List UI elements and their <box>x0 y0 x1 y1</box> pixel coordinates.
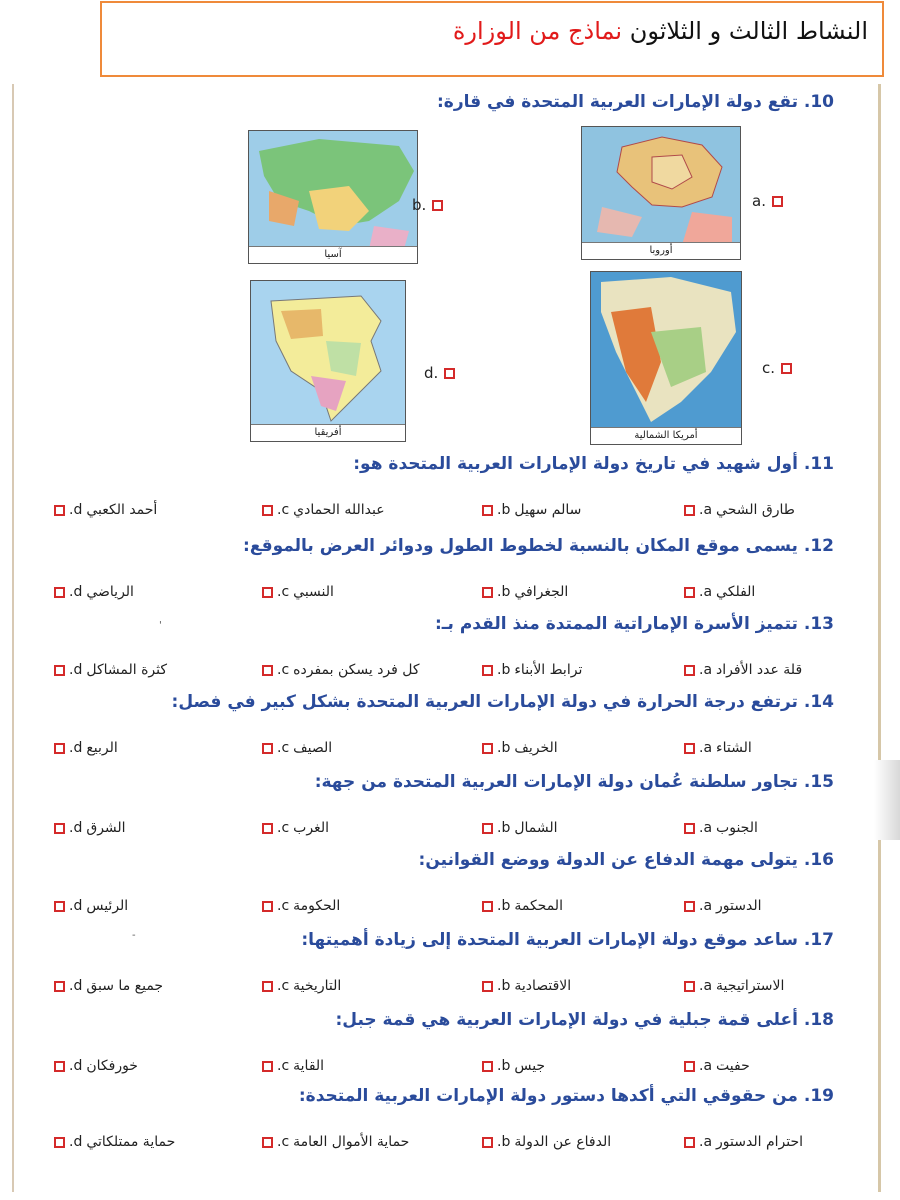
checkbox[interactable] <box>482 743 493 754</box>
option-letter: b. <box>497 978 511 994</box>
checkbox[interactable] <box>684 505 695 516</box>
europe-map-image <box>582 127 741 245</box>
checkbox[interactable] <box>684 587 695 598</box>
option-letter: a. <box>699 662 713 678</box>
option-letter: a. <box>699 898 713 914</box>
checkbox[interactable] <box>54 665 65 676</box>
option-text: الاستراتيجية <box>716 978 785 994</box>
option-letter: a. <box>699 978 713 994</box>
checkbox[interactable] <box>262 505 273 516</box>
option-letter: a. <box>699 584 713 600</box>
option-letter: a. <box>699 740 713 756</box>
option-letter: d. <box>69 978 83 994</box>
q13-option-c[interactable] <box>262 662 420 678</box>
option-letter: b. <box>497 898 511 914</box>
question-15: 15. تجاور سلطنة عُمان دولة الإمارات العربية المتحدة من جهة: <box>314 772 834 792</box>
checkbox[interactable] <box>54 743 65 754</box>
q11-option-b[interactable] <box>482 502 581 518</box>
question-16: 16. يتولى مهمة الدفاع عن الدولة ووضع القوانين: <box>418 850 834 870</box>
q10-option-a[interactable]: a. <box>752 192 783 210</box>
option-letter: c. <box>277 898 290 914</box>
option-text: حماية الأموال العامة <box>293 1134 410 1150</box>
option-text: عبدالله الحمادي <box>293 502 385 518</box>
q10-option-b[interactable]: b. <box>412 196 443 214</box>
q10-option-d[interactable]: d. <box>424 364 455 382</box>
option-letter: a. <box>699 1134 713 1150</box>
option-letter: d. <box>69 584 83 600</box>
option-text: حفيت <box>716 1058 750 1074</box>
checkbox[interactable] <box>262 587 273 598</box>
checkbox[interactable] <box>54 1137 65 1148</box>
option-text: الشتاء <box>716 740 752 756</box>
option-letter: c. <box>277 820 290 836</box>
checkbox[interactable] <box>432 200 443 211</box>
checkbox[interactable] <box>684 1137 695 1148</box>
q16-option-c[interactable] <box>262 898 340 914</box>
checkbox[interactable] <box>482 505 493 516</box>
option-text: الخريف <box>514 740 558 756</box>
stray-mark: - <box>132 930 136 941</box>
option-letter: d. <box>69 820 83 836</box>
option-text: سالم سهيل <box>514 502 582 518</box>
question-12: 12. يسمى موقع المكان بالنسبة لخطوط الطول ودوائر العرض بالموقع: <box>243 536 834 556</box>
option-text: ترابط الأبناء <box>514 662 583 678</box>
option-text: طارق الشحي <box>716 502 795 518</box>
option-letter: d. <box>69 662 83 678</box>
q15-option-a[interactable] <box>684 820 758 836</box>
option-text: كل فرد يسكن بمفرده <box>293 662 420 678</box>
checkbox[interactable] <box>781 363 792 374</box>
map-asia: آسيا <box>248 130 418 264</box>
question-17: 17. ساعد موقع دولة الإمارات العربية المتحدة إلى زيادة أهميتها: <box>301 930 834 950</box>
checkbox[interactable] <box>262 743 273 754</box>
question-14: 14. ترتفع درجة الحرارة في دولة الإمارات العربية المتحدة بشكل كبير في فصل: <box>171 692 834 712</box>
option-letter: c. <box>277 740 290 756</box>
q18-option-a[interactable] <box>684 1058 750 1074</box>
map-north-america: أمريكا الشمالية <box>590 271 742 445</box>
checkbox[interactable] <box>684 901 695 912</box>
q16-option-b[interactable] <box>482 898 563 914</box>
option-text: الفلكي <box>716 584 756 600</box>
map-africa: أفريقيا <box>250 280 406 442</box>
option-text: كثرة المشاكل <box>86 662 168 678</box>
checkbox[interactable] <box>684 743 695 754</box>
option-letter: a. <box>699 1058 713 1074</box>
q17-option-b[interactable] <box>482 978 571 994</box>
option-text: النسبي <box>293 584 334 600</box>
option-letter: d. <box>69 1134 83 1150</box>
map-europe: أوروبا <box>581 126 741 260</box>
option-text: أحمد الكعبي <box>86 502 158 518</box>
checkbox[interactable] <box>262 665 273 676</box>
option-text: الرياضي <box>86 584 134 600</box>
asia-map-image <box>249 131 418 249</box>
checkbox[interactable] <box>54 587 65 598</box>
checkbox[interactable] <box>262 823 273 834</box>
option-letter: c. <box>277 662 290 678</box>
option-letter: a. <box>699 502 713 518</box>
q15-option-b[interactable] <box>482 820 558 836</box>
checkbox[interactable] <box>684 981 695 992</box>
option-text: الربيع <box>86 740 118 756</box>
q14-option-c[interactable] <box>262 740 332 756</box>
option-letter: b. <box>497 662 511 678</box>
q16-option-d[interactable] <box>54 898 128 914</box>
q19-option-c[interactable] <box>262 1134 409 1150</box>
q15-option-c[interactable] <box>262 820 329 836</box>
option-letter: c. <box>277 584 290 600</box>
activity-header <box>100 1 884 77</box>
q13-option-d[interactable] <box>54 662 167 678</box>
option-text: الحكومة <box>293 898 341 914</box>
q13-option-a[interactable] <box>684 662 802 678</box>
checkbox[interactable] <box>482 823 493 834</box>
checkbox[interactable] <box>482 1137 493 1148</box>
option-text: الدفاع عن الدولة <box>514 1134 612 1150</box>
option-text: جيس <box>514 1058 546 1074</box>
option-letter: b. <box>497 1134 511 1150</box>
option-text: الجنوب <box>716 820 758 836</box>
question-19: 19. من حقوقي التي أكدها دستور دولة الإمارات العربية المتحدة: <box>298 1086 834 1106</box>
page-edge-shadow <box>874 760 900 840</box>
checkbox[interactable] <box>54 901 65 912</box>
q13-option-b[interactable] <box>482 662 582 678</box>
option-text: القاية <box>293 1058 325 1074</box>
question-11: 11. أول شهيد في تاريخ دولة الإمارات العربية المتحدة هو: <box>353 454 834 474</box>
q19-option-a[interactable] <box>684 1134 803 1150</box>
option-text: الصيف <box>293 740 333 756</box>
question-18: 18. أعلى قمة جبلية في دولة الإمارات العربية هي قمة جبل: <box>335 1010 834 1030</box>
checkbox[interactable] <box>54 981 65 992</box>
option-letter: b. <box>497 502 511 518</box>
question-10: 10. تقع دولة الإمارات العربية المتحدة في قارة: <box>437 92 834 112</box>
q11-option-d[interactable] <box>54 502 157 518</box>
q17-option-c[interactable] <box>262 978 341 994</box>
africa-map-image <box>251 281 406 427</box>
checkbox[interactable] <box>482 1061 493 1072</box>
q10-option-c[interactable]: c. <box>762 359 792 377</box>
q19-option-b[interactable] <box>482 1134 611 1150</box>
option-text: قلة عدد الأفراد <box>716 662 803 678</box>
option-text: الدستور <box>716 898 762 914</box>
q12-option-b[interactable] <box>482 584 568 600</box>
checkbox[interactable] <box>262 1137 273 1148</box>
checkbox[interactable] <box>482 587 493 598</box>
q15-option-d[interactable] <box>54 820 126 836</box>
option-text: الاقتصادية <box>514 978 572 994</box>
north-america-map-image <box>591 272 742 430</box>
option-text: التاريخية <box>293 978 342 994</box>
option-text: جميع ما سبق <box>86 978 164 994</box>
option-letter: c. <box>277 1058 290 1074</box>
checkbox[interactable] <box>262 981 273 992</box>
checkbox[interactable] <box>262 901 273 912</box>
option-text: الجغرافي <box>514 584 569 600</box>
option-letter: b. <box>497 820 511 836</box>
option-letter: d. <box>69 898 83 914</box>
checkbox[interactable] <box>54 823 65 834</box>
option-letter: b. <box>497 584 511 600</box>
checkbox[interactable] <box>54 1061 65 1072</box>
checkbox[interactable] <box>684 823 695 834</box>
checkbox[interactable] <box>54 505 65 516</box>
q11-option-a[interactable] <box>684 502 795 518</box>
checkbox[interactable] <box>482 901 493 912</box>
checkbox[interactable] <box>684 665 695 676</box>
option-letter: d. <box>69 740 83 756</box>
option-text: احترام الدستور <box>716 1134 803 1150</box>
stray-mark: ' <box>159 620 162 631</box>
option-letter: d. <box>69 1058 83 1074</box>
option-letter: d. <box>69 502 83 518</box>
option-letter: c. <box>277 1134 290 1150</box>
option-text: الغرب <box>293 820 329 836</box>
q18-option-d[interactable] <box>54 1058 138 1074</box>
checkbox[interactable] <box>262 1061 273 1072</box>
checkbox[interactable] <box>684 1061 695 1072</box>
q14-option-a[interactable] <box>684 740 752 756</box>
checkbox[interactable] <box>482 981 493 992</box>
activity-title: النشاط الثالث و الثلاثون نماذج من الوزارة <box>452 17 868 45</box>
q18-option-b[interactable] <box>482 1058 545 1074</box>
q12-option-a[interactable] <box>684 584 755 600</box>
option-letter: b. <box>497 740 511 756</box>
question-13: 13. تتميز الأسرة الإماراتية الممتدة منذ القدم بـ: <box>434 614 834 634</box>
option-letter: b. <box>497 1058 511 1074</box>
option-letter: a. <box>699 820 713 836</box>
q11-option-c[interactable] <box>262 502 385 518</box>
option-letter: c. <box>277 502 290 518</box>
checkbox[interactable] <box>482 665 493 676</box>
worksheet <box>12 84 881 1192</box>
q16-option-a[interactable] <box>684 898 762 914</box>
option-text: الشرق <box>86 820 126 836</box>
option-text: خورفكان <box>86 1058 138 1074</box>
q18-option-c[interactable] <box>262 1058 324 1074</box>
q12-option-d[interactable] <box>54 584 134 600</box>
q17-option-a[interactable] <box>684 978 784 994</box>
q19-option-d[interactable] <box>54 1134 175 1150</box>
option-text: الرئيس <box>86 898 129 914</box>
checkbox[interactable] <box>444 368 455 379</box>
checkbox[interactable] <box>772 196 783 207</box>
option-text: المحكمة <box>514 898 563 914</box>
q17-option-d[interactable] <box>54 978 163 994</box>
q14-option-d[interactable] <box>54 740 118 756</box>
option-text: الشمال <box>514 820 558 836</box>
q12-option-c[interactable] <box>262 584 334 600</box>
q14-option-b[interactable] <box>482 740 558 756</box>
option-letter: c. <box>277 978 290 994</box>
option-text: حماية ممتلكاتي <box>86 1134 176 1150</box>
